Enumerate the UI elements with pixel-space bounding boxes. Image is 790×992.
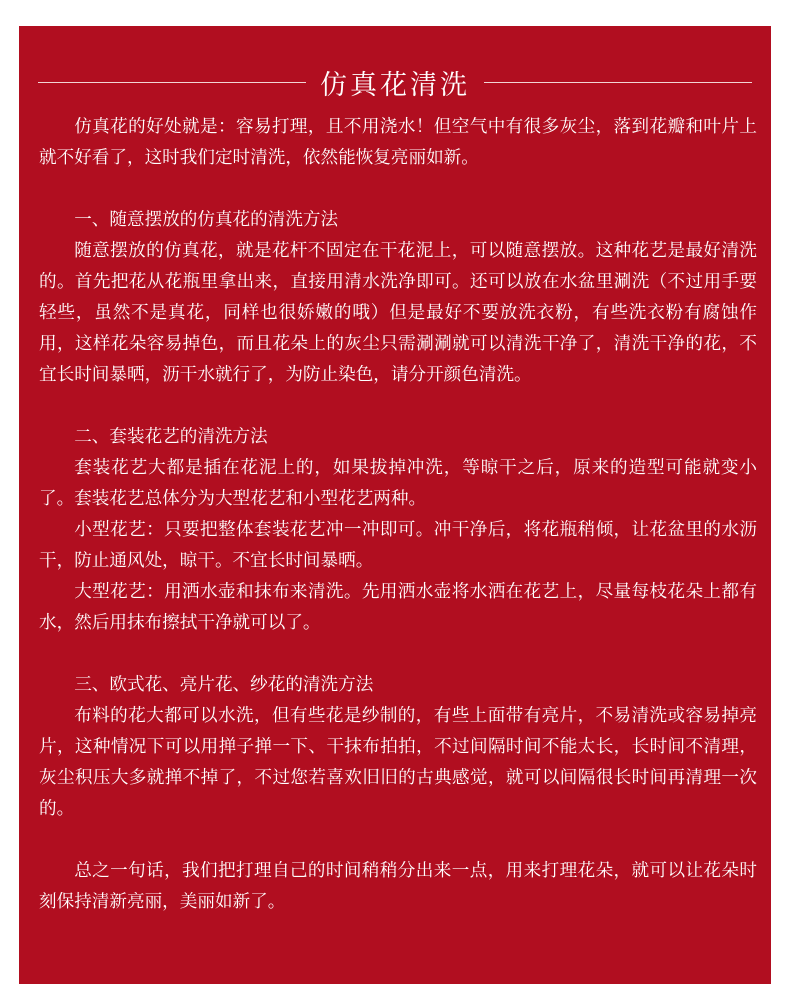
title-rule-right [484, 82, 752, 83]
section-1-heading: 一、随意摆放的仿真花的清洗方法 [74, 210, 339, 230]
section-3-paragraph: 布料的花大都可以水洗，但有些花是纱制的，有些上面带有亮片，不易清洗或容易掉亮片，这种情况下可以用掸子掸一下、干抹布拍拍，不过间隔时间不能太长，长时间不清理，灰尘积压大多就掸不掉了，不过您若喜欢旧旧的古典感觉，就可以间隔很长时间再清理一次的。 [39, 706, 757, 819]
content-panel [19, 26, 771, 984]
section-3-heading: 三、欧式花、亮片花、纱花的清洗方法 [74, 675, 374, 695]
page-title: 仿真花清洗 [320, 69, 470, 101]
section-2-paragraph-2: 小型花艺：只要把整体套装花艺冲一冲即可。冲干净后，将花瓶稍倾，让花盆里的水沥干，防止通风处，晾干。不宜长时间暴晒。 [39, 520, 757, 571]
intro-paragraph: 仿真花的好处就是：容易打理，且不用浇水！但空气中有很多灰尘，落到花瓣和叶片上就不好看了，这时我们定时清洗，依然能恢复亮丽如新。 [39, 117, 757, 168]
conclusion-paragraph: 总之一句话，我们把打理自己的时间稍稍分出来一点，用来打理花朵，就可以让花朵时刻保持清新亮丽，美丽如新了。 [39, 861, 757, 912]
section-1-paragraph: 随意摆放的仿真花，就是花杆不固定在干花泥上，可以随意摆放。这种花艺是最好清洗的。首先把花从花瓶里拿出来，直接用清水洗净即可。还可以放在水盆里涮洗（不过用手要轻些，虽然不是真花，同样也很娇嫩的哦）但是最好不要放洗衣粉，有些洗衣粉有腐蚀作用，这样花朵容易掉色，而且花朵上的灰尘只需涮涮就可以清洗干净了，清洗干净的花，不宜长时间暴晒，沥干水就行了，为防止染色，请分开颜色清洗。 [39, 241, 757, 385]
section-2-paragraph-1: 套装花艺大都是插在花泥上的，如果拔掉冲洗，等晾干之后，原来的造型可能就变小了。套装花艺总体分为大型花艺和小型花艺两种。 [39, 458, 757, 509]
article-body [39, 112, 757, 918]
section-2-heading: 二、套装花艺的清洗方法 [74, 427, 268, 447]
title-row [38, 62, 752, 102]
title-rule-left [38, 82, 306, 83]
section-2-paragraph-3: 大型花艺：用洒水壶和抹布来清洗。先用洒水壶将水洒在花艺上，尽量每枝花朵上都有水，然后用抹布擦拭干净就可以了。 [39, 582, 757, 633]
